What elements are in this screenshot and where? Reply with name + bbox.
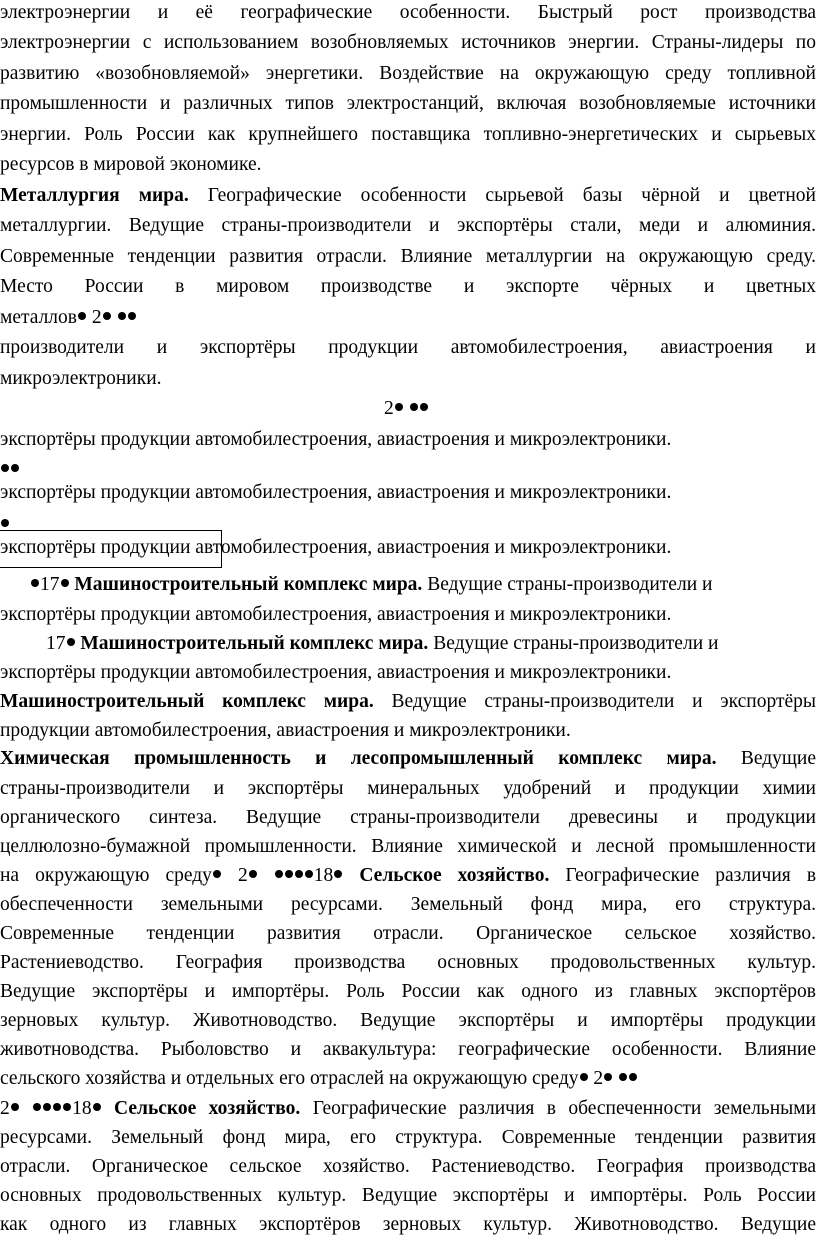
bullet-dot-icon — [53, 1103, 61, 1111]
text-line: электроэнергии и её географические особенности. Быстрый рост производства — [0, 2, 816, 23]
text-fragment: Ведущие страны-производители и — [422, 574, 713, 595]
text-fragment: Ведущие — [716, 748, 816, 769]
text-line: производители и экспортёры продукции автомобилестроения, авиастроения и — [0, 337, 816, 358]
bullet-dot-icon — [305, 870, 313, 878]
text-fragment: Ведущие страны-производители и — [428, 633, 719, 654]
number-line — [384, 396, 429, 422]
number: 18 — [313, 865, 334, 886]
text-line: органического синтеза. Ведущие страны-производители древесины и продукции — [0, 807, 816, 828]
text-line — [0, 1066, 638, 1092]
text-line: экспортёры продукции автомобилестроения, авиастроения и микроэлектроники. — [0, 482, 672, 503]
bullet-dot-icon — [63, 1103, 71, 1111]
text-line: основных продовольственных культур. Ведущие экспортёры и импортёры. Роль России — [0, 1185, 816, 1206]
bullet-dot-icon — [334, 870, 342, 878]
number: 18 — [72, 1098, 92, 1119]
number: 17 — [40, 574, 60, 595]
bullet-dot-icon — [410, 403, 418, 411]
bullet-dot-icon — [580, 1073, 588, 1081]
text-line: экспортёры продукции автомобилестроения, авиастроения и микроэлектроники. — [0, 429, 672, 450]
bullet-dot-icon — [31, 579, 39, 587]
text-line — [0, 746, 816, 772]
bullet-dot-icon — [604, 1073, 612, 1081]
text-line: электроэнергии с использованием возобновляемых источников энергии. Страны-лидеры по — [0, 32, 816, 53]
text-fragment: Географические различия в — [549, 865, 816, 886]
text-line: энергии. Роль России как крупнейшего поставщика топливно-энергетических и сырьевых — [0, 124, 816, 145]
bullet-dot-icon — [118, 312, 126, 320]
bullet-dot-icon — [249, 870, 257, 878]
number: 17 — [46, 633, 66, 654]
bullet-dot-icon — [395, 403, 403, 411]
bullet-dot-icon — [420, 403, 428, 411]
number: 2 — [588, 1068, 604, 1089]
text-line: ресурсов в мировой экономике. — [0, 154, 262, 175]
text-fragment: сельского хозяйства и отдельных его отраслей на окружающую среду — [0, 1068, 579, 1089]
section-heading: Машиностроительный комплекс мира. — [0, 691, 374, 712]
text-line: обеспеченности земельными ресурсами. Земельный фонд мира, его структура. — [0, 894, 816, 915]
text-line: Современные тенденции развития отрасли. Влияние металлургии на окружающую среду. — [0, 246, 816, 267]
section-heading: Химическая промышленность и лесопромышленный комплекс мира. — [0, 748, 717, 769]
bullet-dot-icon — [103, 312, 111, 320]
bullet-dot-icon — [285, 870, 293, 878]
text-line: животноводства. Рыболовство и аквакультура: географические особенности. Влияние — [0, 1039, 816, 1060]
text-line: металлургии. Ведущие страны-производители и экспортёры стали, меди и алюминия. — [0, 215, 816, 236]
text-fragment: металлов — [0, 307, 78, 328]
section-heading: Сельское хозяйство. — [114, 1098, 301, 1119]
bullet-dot-icon — [43, 1103, 51, 1111]
bullet-dot-icon — [275, 870, 283, 878]
section-heading: Машиностроительный комплекс мира. — [74, 574, 423, 595]
bullet-dot-icon — [1, 464, 9, 472]
text-line: Место России в мировом производстве и экспорте чёрных и цветных — [0, 276, 816, 297]
number: 2 — [0, 1098, 10, 1119]
section-heading: Сельское хозяйство. — [359, 865, 550, 886]
text-line: ресурсами. Земельный фонд мира, его структура. Современные тенденции развития — [0, 1127, 816, 1148]
number: 2 — [87, 307, 102, 328]
text-line: экспортёры продукции автомобилестроения, авиастроения и микроэлектроники. — [0, 662, 672, 683]
text-line — [0, 863, 816, 889]
bullet-dot-icon — [213, 870, 221, 878]
text-line: зерновых культур. Животноводство. Ведущие экспортёры и импортёры продукции — [0, 1010, 816, 1031]
empty-box — [0, 530, 222, 568]
text-line — [0, 305, 137, 331]
text-fragment: на окружающую среду — [0, 865, 212, 886]
bullet-dot-icon — [1, 519, 9, 527]
text-line: целлюлозно-бумажной промышленности. Влияние химической и лесной промышленности — [0, 836, 816, 857]
text-line: микроэлектроники. — [0, 368, 162, 389]
text-line: Современные тенденции развития отрасли. Органическое сельское хозяйство. — [0, 923, 816, 944]
bullet-dot-icon — [61, 579, 69, 587]
section-heading: Машиностроительный комплекс мира. — [80, 633, 429, 654]
text-line: отрасли. Органическое сельское хозяйство. Растениеводство. География производства — [0, 1156, 816, 1177]
text-line: как одного из главных экспортёров зерновых культур. Животноводство. Ведущие — [0, 1214, 816, 1235]
text-line: развитию «возобновляемой» энергетики. Воздействие на окружающую среду топливной — [0, 63, 816, 84]
bullet-dot-icon — [629, 1073, 637, 1081]
text-line — [0, 1096, 816, 1122]
text-line: страны-производители и экспортёры минеральных удобрений и продукции химии — [0, 778, 816, 799]
text-line — [46, 631, 718, 657]
bullet-dot-icon — [619, 1073, 627, 1081]
text-line: промышленности и различных типов электростанций, включая возобновляемые источники — [0, 93, 816, 114]
text-line: экспортёры продукции автомобилестроения, авиастроения и микроэлектроники. — [0, 604, 672, 625]
number: 2 — [221, 865, 248, 886]
number: 2 — [384, 398, 394, 419]
metallurgy-line — [0, 183, 816, 209]
bullet-dot-icon — [33, 1103, 41, 1111]
text-fragment: Географические различия в обеспеченности земельными — [300, 1098, 816, 1119]
text-line — [0, 689, 816, 715]
bullet-dot-icon — [11, 1103, 19, 1111]
bullet-dot-icon — [128, 312, 136, 320]
text-fragment: Ведущие страны-производители и экспортёры — [373, 691, 816, 712]
text-line — [30, 572, 712, 598]
text-line: Растениеводство. География производства основных продовольственных культур. — [0, 952, 816, 973]
section-heading: Металлургия мира. — [0, 185, 189, 206]
bullet-dot-icon — [11, 464, 19, 472]
bullet-dot-icon — [93, 1103, 101, 1111]
text-line: Ведущие экспортёры и импортёры. Роль России как одного из главных экспортёров — [0, 981, 816, 1002]
text-fragment: Географические особенности сырьевой базы чёрной и цветной — [188, 185, 816, 206]
bullet-dot-icon — [67, 638, 75, 646]
bullet-dot-icon — [78, 312, 86, 320]
bullet-dot-icon — [295, 870, 303, 878]
text-line: экспортёры продукции автомобилестроения, авиастроения и микроэлектроники. — [0, 537, 672, 558]
text-line: продукции автомобилестроения, авиастроения и микроэлектроники. — [0, 720, 571, 741]
